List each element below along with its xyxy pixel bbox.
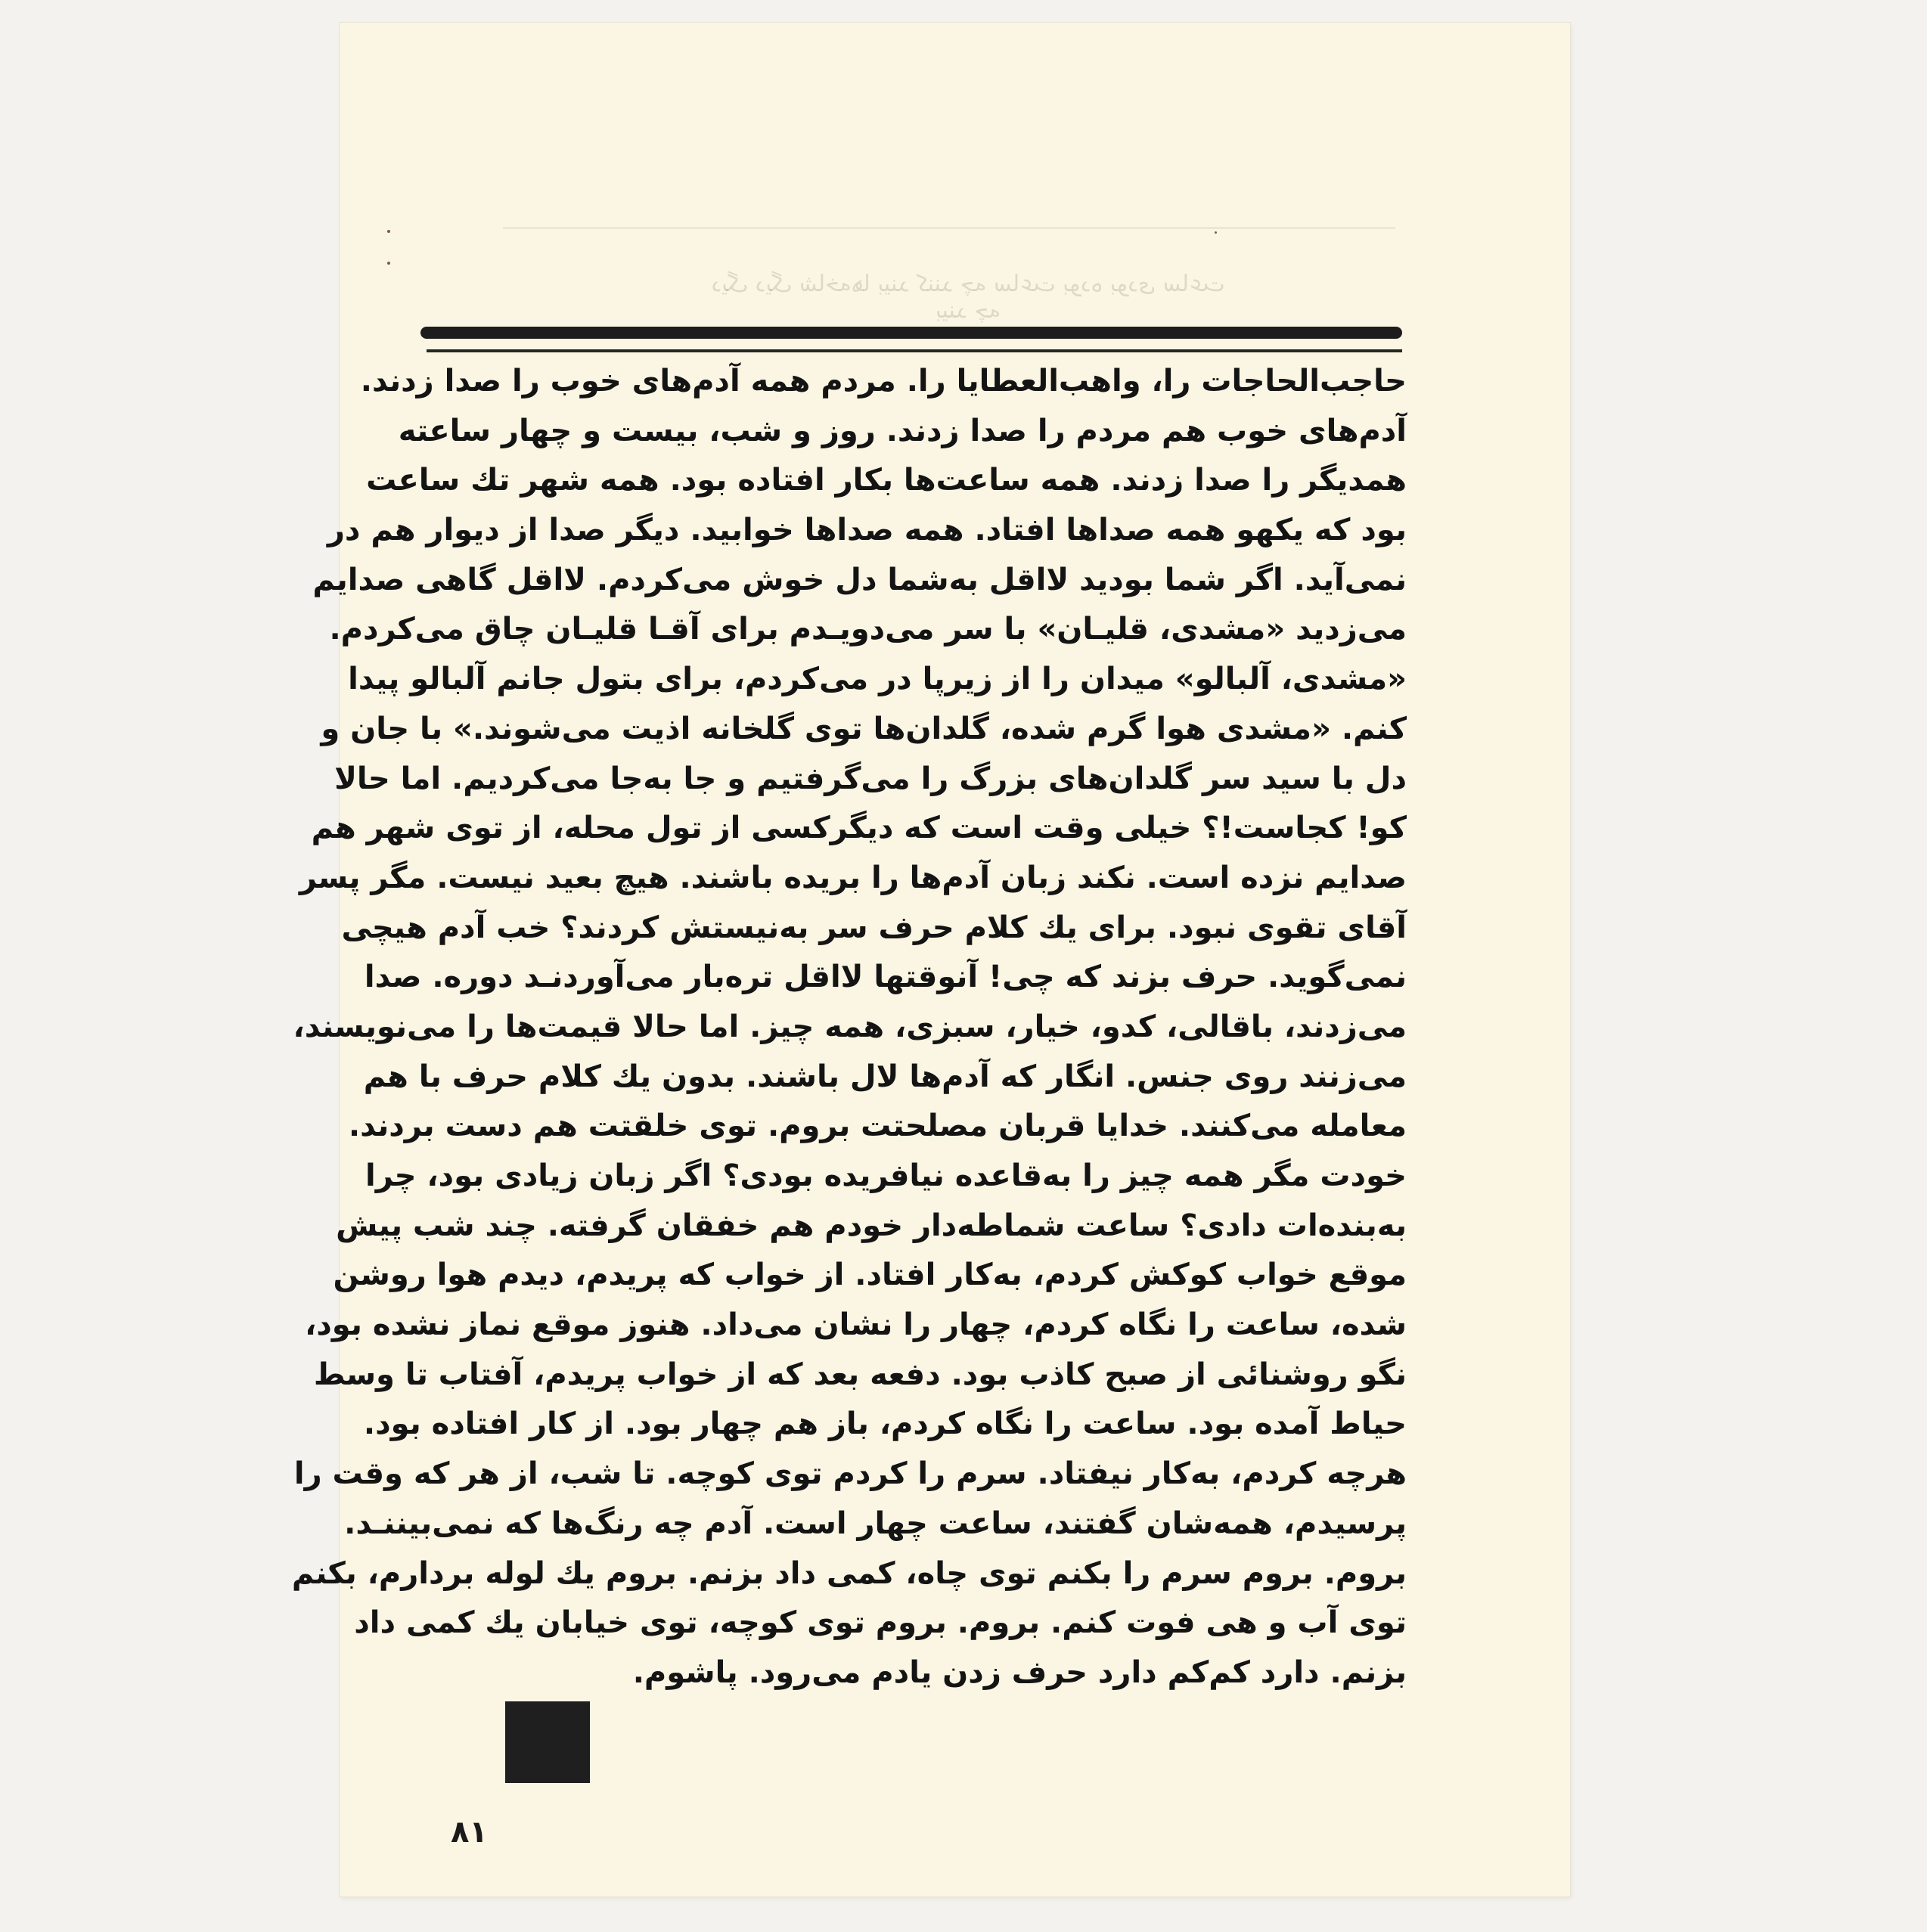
header-rule-thin — [427, 349, 1402, 352]
text-line: بود که یکهو همه صداها افتاد. همه صداها خوابید. دیگر صدا از دیوار هم در — [327, 513, 1407, 548]
black-corner-block — [505, 1701, 590, 1783]
text-line: خودت مگر همه چیز را به‌قاعده نیافریده بودی؟ اگر زبان زیادی بود، چرا — [365, 1158, 1407, 1193]
text-line: بروم. بروم سرم را بکنم توی چاه، کمی داد بزنم. بروم یك لوله بردارم، بکنم — [291, 1555, 1407, 1591]
page-number: ۸۱ — [451, 1815, 488, 1850]
text-line: معامله می‌کنند. خدایا قربان مصلحتت بروم. توی خلقتت هم دست بردند. — [348, 1109, 1407, 1144]
body-text — [291, 357, 1407, 1698]
text-line: «مشدی، آلبالو» میدان را از زیرپا در می‌کردم، برای بتول جانم آلبالو پیدا — [348, 662, 1407, 697]
text-line: حیاط آمده بود. ساعت را نگاه کردم، باز هم چهار بود. از کار افتاده بود. — [363, 1406, 1407, 1442]
text-line: می‌زدند، باقالی، کدو، خیار، سبزی، همه چیز. اما حالا قیمت‌ها را می‌نویسند، — [293, 1009, 1407, 1044]
text-line: کو! کجاست!؟ خیلی وقت است که دیگرکسی از تول محله، از توی شهر هم — [311, 811, 1407, 846]
text-line: کنم. «مشدی هوا گرم شده، گلدان‌ها توی گلخانه اذیت می‌شوند.» با جان و — [321, 711, 1407, 746]
text-line: نمی‌گوید. حرف بزند که چی! آنوقتها لااقل تره‌بار می‌آوردنـد دوره. صدا — [364, 960, 1407, 995]
text-line: هرچه کردم، به‌کار نیفتاد. سرم را کردم توی کوچه. تا شب، از هر که وقت را — [293, 1456, 1407, 1492]
text-line: به‌بنده‌ات دادی؟ ساعت شماطه‌دار خودم هم خفقان گرفته. چند شب پیش — [336, 1208, 1407, 1243]
text-line: توی آب و هی فوت کنم. بروم. بروم توی کوچه، توی خیابان یك کمی داد — [354, 1605, 1407, 1641]
text-line: شده، ساعت را نگاه کردم، چهار را نشان می‌داد. هنوز موقع نماز نشده بود، — [305, 1307, 1407, 1343]
text-line: نمی‌آید. اگر شما بودید لااقل به‌شما دل خوش می‌کردم. لااقل گاهی صدایم — [312, 562, 1407, 597]
text-line: موقع خواب کوکش کردم، به‌کار افتاد. از خواب که پریدم، دیدم هوا روشن — [333, 1258, 1407, 1293]
text-line: همدیگر را صدا زدند. همه ساعت‌ها بکار افتاده بود. همه شهر تك ساعت — [366, 463, 1407, 498]
text-line: بزنم. دارد کم‌کم دارد حرف زدن یادم می‌رود. پاشوم. — [632, 1654, 1407, 1690]
header-rule-thick — [420, 327, 1402, 339]
text-line: آدم‌های خوب هم مردم را صدا زدند. روز و شب، بیست و چهار ساعته — [398, 413, 1407, 448]
paper-speck — [387, 230, 390, 233]
text-line: نگو روشنائی از صبح کاذب بود. دفعه بعد که از خواب پریدم، آفتاب تا وسط — [313, 1357, 1407, 1392]
text-line: می‌زدید «مشدی، قلیـان» با سر می‌دویـدم برای آقـا قلیـان چاق می‌کردم. — [329, 612, 1407, 647]
show-through-header: دیگ دیگ شاخه‌ها بیند کنند چه ساعت بوده بودی ساعت بیند چه — [711, 271, 1225, 324]
text-line: دل با سید سر گلدان‌های بزرگ را می‌گرفتیم و جا به‌جا می‌کردیم. اما حالا — [334, 761, 1407, 796]
text-line: حاجب‌الحاجات را، واهب‌العطایا را. مردم همه آدم‌های خوب را صدا زدند. — [360, 364, 1407, 398]
text-line: می‌زنند روی جنس. انگار که آدم‌ها لال باشند. بدون یك کلام حرف با هم — [363, 1059, 1407, 1094]
text-line: آقای تقوی نبود. برای یك کلام حرف سر به‌نیستش کردند؟ خب آدم هیچی — [341, 910, 1407, 945]
paper-speck — [387, 262, 390, 265]
text-line: پرسیدم، همه‌شان گفتند، ساعت چهار است. آدم چه رنگ‌ها که نمی‌بیننـد. — [344, 1506, 1407, 1541]
paper-speck — [1215, 231, 1217, 234]
text-line: صدایم نزده است. نکند زبان آدم‌ها را بریده باشند. هیچ بعید نیست. مگر پسر — [299, 860, 1407, 895]
